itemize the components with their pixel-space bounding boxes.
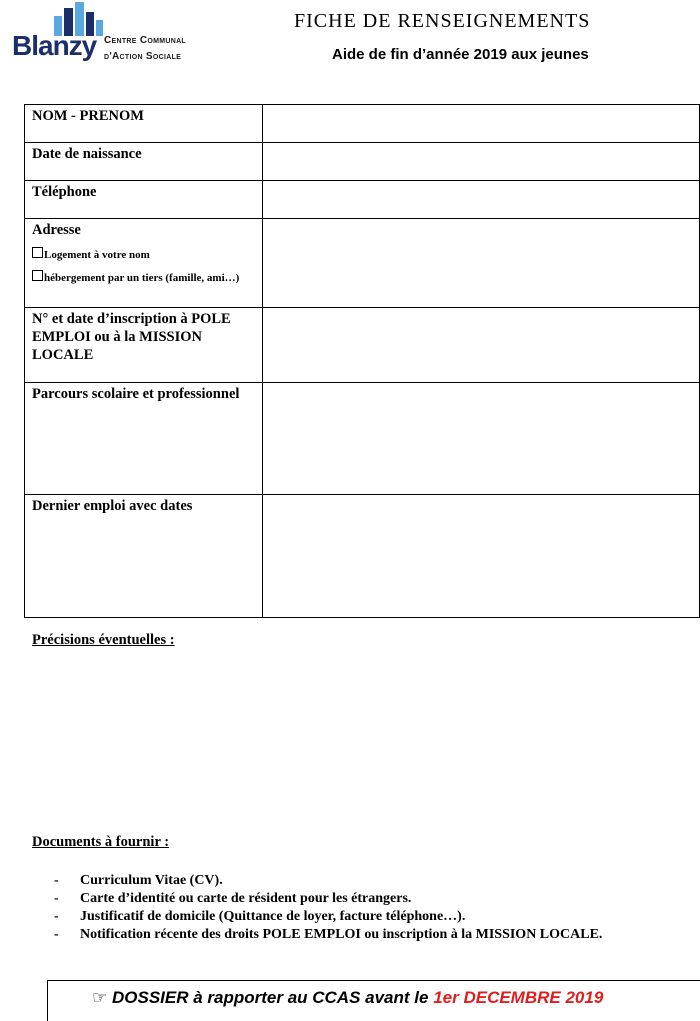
logo-org-name <box>104 33 186 65</box>
form-label-last-job: Dernier emploi avec dates <box>25 495 263 618</box>
deadline-box <box>47 980 700 1021</box>
form-row-last-job <box>25 495 700 618</box>
list-item: - Justificatif de domicile (Quittance de loyer, facture téléphone…). <box>32 908 602 926</box>
list-item: - Notification récente des droits POLE EMPLOI ou inscription à la MISSION LOCALE. <box>32 926 602 944</box>
logo-org-line2: d'Action Sociale <box>104 51 182 62</box>
ccas-logo <box>12 2 232 72</box>
form-field-education[interactable] <box>263 383 700 495</box>
form-label-registration: N° et date d’inscription à POLE EMPLOI ou à la MISSION LOCALE <box>25 308 263 383</box>
form-row-phone <box>25 181 700 219</box>
info-form-table <box>24 104 700 618</box>
checkbox-own-housing-option[interactable] <box>32 247 256 262</box>
address-heading: Adresse <box>32 222 81 238</box>
deadline-date: 1er DECEMBRE 2019 <box>433 988 604 1007</box>
deadline-label: DOSSIER à rapporter au CCAS avant le <box>111 988 429 1007</box>
form-label-education: Parcours scolaire et professionnel <box>25 383 263 495</box>
form-field-last-job[interactable] <box>263 495 700 618</box>
documents-heading: Documents à fournir : <box>32 834 170 850</box>
checkbox-third-party[interactable] <box>32 270 43 281</box>
checkbox-third-party-label: hébergement par un tiers (famille, ami…) <box>44 272 240 284</box>
form-field-birthdate[interactable] <box>263 143 700 181</box>
pointing-hand-icon: ☞ <box>92 988 108 1007</box>
form-field-registration[interactable] <box>263 308 700 383</box>
page-title: FICHE DE RENSEIGNEMENTS <box>294 10 591 32</box>
form-field-address[interactable] <box>263 219 700 308</box>
documents-list <box>32 872 602 944</box>
checkbox-third-party-option[interactable] <box>32 270 256 285</box>
form-label-name: NOM - PRENOM <box>25 105 263 143</box>
deadline-text <box>92 988 603 1008</box>
checkbox-own-housing[interactable] <box>32 247 43 258</box>
list-item: - Carte d’identité ou carte de résident pour les étrangers. <box>32 890 602 908</box>
form-row-education <box>25 383 700 495</box>
checkbox-own-housing-label: Logement à votre nom <box>44 249 150 261</box>
form-label-birthdate: Date de naissance <box>25 143 263 181</box>
page-subtitle: Aide de fin d’année 2019 aux jeunes <box>332 46 589 63</box>
form-row-birthdate <box>25 143 700 181</box>
list-item: - Curriculum Vitae (CV). <box>32 872 602 890</box>
form-field-phone[interactable] <box>263 181 700 219</box>
form-row-registration <box>25 308 700 383</box>
form-row-address <box>25 219 700 308</box>
form-row-name <box>25 105 700 143</box>
logo-org-line1: Centre Communal <box>104 35 186 46</box>
precisions-heading: Précisions éventuelles : <box>32 632 175 648</box>
form-label-phone: Téléphone <box>25 181 263 219</box>
logo-brand: Blanzy <box>12 30 97 61</box>
form-label-address <box>25 219 263 308</box>
form-field-name[interactable] <box>263 105 700 143</box>
